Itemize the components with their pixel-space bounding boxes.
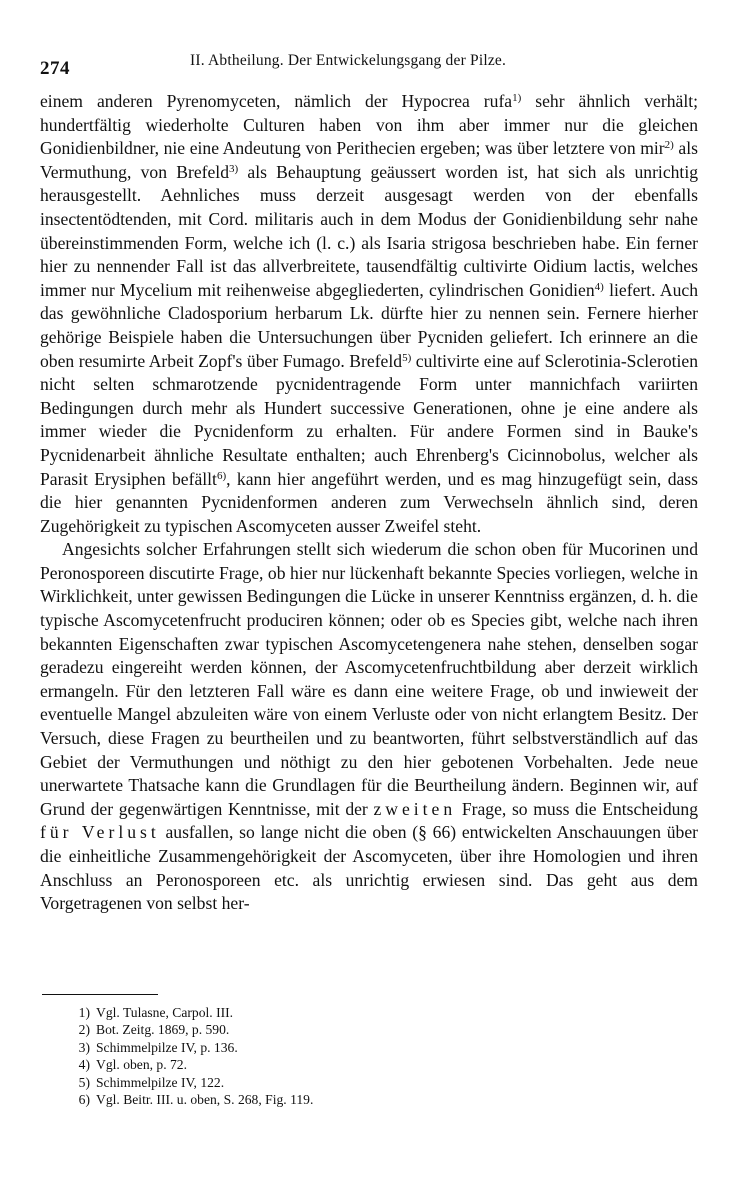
footnote-ref-5: 5) (402, 351, 412, 364)
footnote-text: Schimmelpilze IV, p. 136. (96, 1039, 238, 1055)
text-run: als Vermuthung, von Brefeld (40, 138, 698, 182)
footnote-ref-6: 6) (216, 469, 227, 482)
footnote-number: 1) (78, 1005, 90, 1020)
footnote-number: 3) (78, 1039, 90, 1055)
footnote-ref-3: 3) (229, 162, 239, 175)
paragraph-1 (40, 90, 698, 538)
footnote (74, 1074, 634, 1091)
text-run: sehr ähnlich verhält; hundertfältig wiederholte Culturen haben von ihm aber immer nur die gleichen Gonidienbildner, nie eine Andeutung von Perithecien ergeben; was über letztere von mir (40, 91, 698, 159)
body-text (40, 90, 698, 916)
footnote-number: 2) (78, 1022, 90, 1038)
footnote-text: Vgl. Tulasne, Carpol. III. (96, 1005, 234, 1020)
footnote (74, 1004, 634, 1021)
emphasis-zweiten: zweiten (373, 798, 457, 819)
text-run: cultivirte eine auf Sclerotinia-Sclerotien nicht selten schmarotzende pycnidentragende Form unter mannichfach variirten Bedingungen durch mehr als Hundert successive Generationen, ohne je eine andere als immer wieder die Pycnidenform zu erhalten. Für andere Formen sind in Bauke's Pycnidenarbeit ähnliche Resultate enthalten; auch Ehrenberg's Cicinnobolus, welcher als Parasit Erysiphen befällt (40, 350, 699, 489)
footnote-number: 6) (78, 1092, 90, 1108)
footnote (74, 1039, 634, 1056)
text-run: , kann hier angeführt werden, und es mag hinzugefügt sein, dass die hier genannten Pycnidenformen anderen zum Verwechseln ähnlich sind, deren Zugehörigkeit zu typischen Ascomyceten ausser Zweifel steht. (40, 468, 698, 536)
footnote-text: Schimmelpilze IV, 122. (96, 1074, 225, 1090)
footnote (74, 1091, 634, 1108)
text-run: ausfallen, so lange nicht die oben (§ 66) entwickelten Anschauungen über die einheitliche Zusammengehörigkeit der Ascomyceten, über ihre Homologien und ihren Anschluss an Peronosporeen etc. als unrichtig erwiesen sind. Das geht aus dem Vorgetragenen von selbst her- (40, 822, 698, 914)
text-run: einem anderen Pyrenomyceten, nämlich der Hypocrea rufa (40, 91, 513, 111)
text-run: Angesichts solcher Erfahrungen stellt sich wiederum die schon oben für Mucorinen und Peronosporeen discutirte Frage, ob hier nur lückenhaft bekannte Species vorliegen, welche in Wirklichkeit, unter gewissen Bedingungen die Lücke in unserer Kenntniss ergänzen, d. h. die typische Ascomycetenfrucht produciren können; oder ob es Species gibt, welche nach ihren bekannten Eigenschaften zwar typischen Ascomycetengenera nahe stehen, denselben sogar geradezu eingereiht werden können, der Ascomycetenfruchtbildung aber derzeit wirklich ermangeln. Für den letzteren Fall wäre es dann eine weitere Frage, ob und inwieweit der eventuelle Mangel abzuleiten wäre von einem Verluste oder von nicht erlangtem Besitz. Der Versuch, diese Fragen zu beurtheilen und zu beantworten, führt selbstverständlich auf das Gebiet der Vermuthungen und nöthigt zu den hier gebotenen Vorbehalten. Jede neue unerwartete Thatsache kann die Grundlagen für die Beurtheilung ändern. Beginnen wir, auf Grund der gegenwärtigen Kenntnisse, mit der (40, 539, 698, 819)
footnote-ref-4: 4) (594, 280, 604, 293)
page-number: 274 (40, 58, 70, 79)
paragraph-2 (40, 538, 698, 916)
footnote-text: Vgl. Beitr. III. u. oben, S. 268, Fig. 119. (96, 1092, 314, 1108)
footnotes (74, 1004, 634, 1108)
text-run: als Behauptung geäussert worden ist, hat sich als unrichtig herausgestellt. Aehnliches muss derzeit ausgesagt werden von der ebenfalls insectentödtenden, mit Cord. militaris auch in dem Modus der Gonidienbildung sehr nahe übereinstimmenden Form, welche ich (l. c.) als Isaria strigosa beschrieben habe. Ein ferner hier zu nennender Fall ist das allverbreitete, tausendfältig cultivirte Oidium lactis, welches immer nur Mycelium mit reihenweise abgegliederten, cylindrischen Gonidien (40, 161, 698, 300)
text-run: Frage, so muss die Entscheidung (456, 798, 699, 819)
footnote-ref-1: 1) (512, 92, 522, 104)
footnote-ref-2: 2) (664, 139, 674, 152)
footnote-number: 5) (78, 1074, 90, 1090)
footnote (74, 1021, 634, 1038)
chapter-title: II. Abtheilung. Der Entwickelungsgang der Pilze. (190, 52, 507, 69)
footnote-number: 4) (78, 1057, 90, 1073)
text-run: liefert. Auch das gewöhnliche Cladosporium herbarum Lk. dürfte hier zu nennen sein. Fernere hierher gehörige Beispiele haben die Untersuchungen über Pycniden geliefert. Ich erinnere an die oben resumirte Arbeit Zopf's über Fumago. Brefeld (40, 279, 698, 371)
footnote-text: Vgl. oben, p. 72. (96, 1057, 187, 1073)
running-head (40, 52, 691, 82)
emphasis-fuer-verlust: für Verlust (40, 822, 160, 843)
footnote-divider (42, 994, 158, 995)
footnote-text: Bot. Zeitg. 1869, p. 590. (96, 1022, 230, 1038)
footnote (74, 1056, 634, 1073)
